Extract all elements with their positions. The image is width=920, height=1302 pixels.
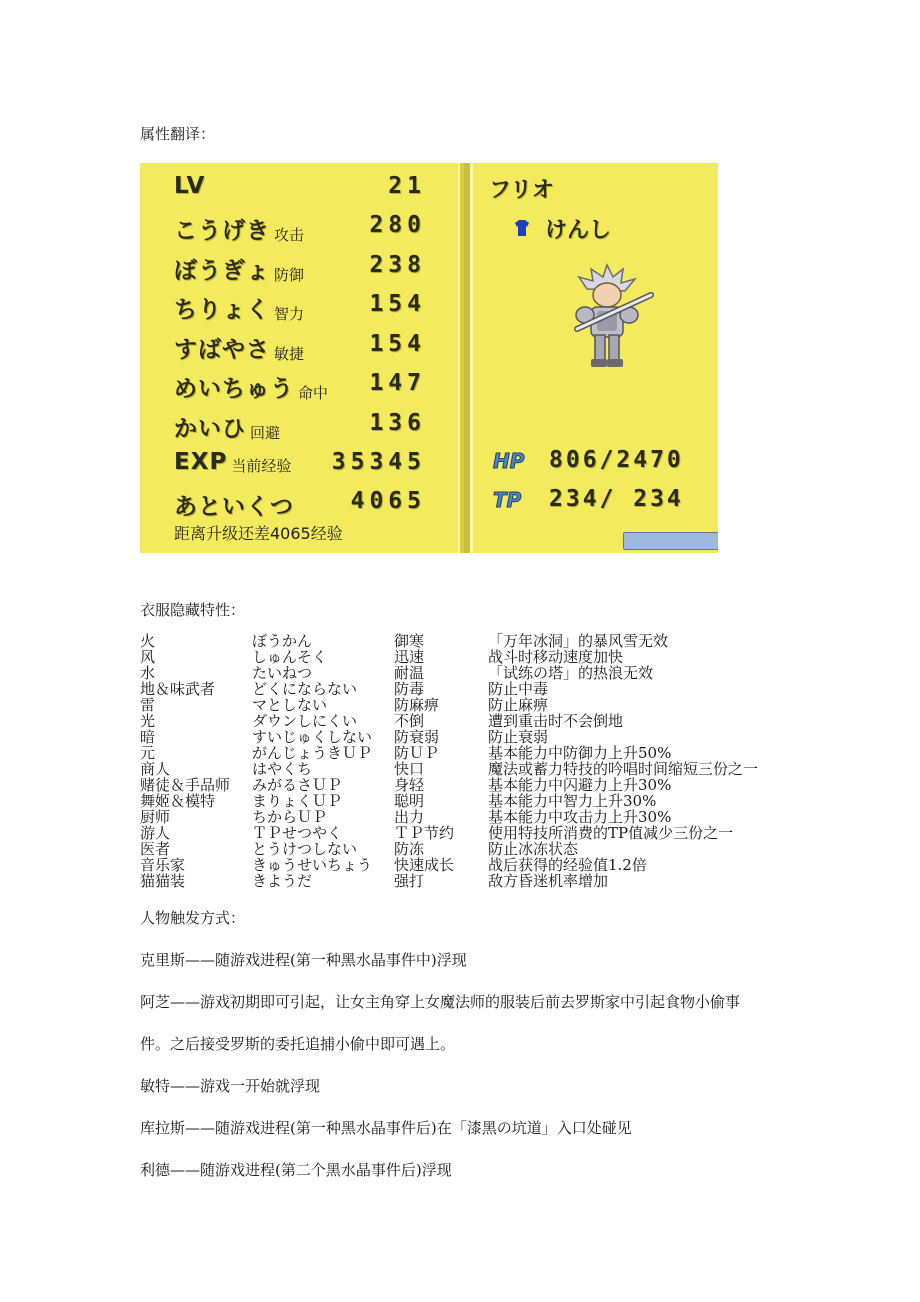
cell-jp: ちからＵＰ (252, 808, 328, 826)
cell-cn: 身轻 (394, 776, 425, 794)
stat-jp: あといくつ (174, 494, 294, 520)
exp-footnote: 距离升级还差4065经验 (174, 524, 343, 543)
paragraph: 克里斯——随游戏进程(第一种黑水晶事件中)浮现 (140, 951, 467, 969)
cell-effect: 防止中毒 (488, 680, 549, 698)
paragraph: 敏特——游戏一开始就浮现 (140, 1077, 321, 1095)
cell-effect: 基本能力中闪避力上升30% (488, 776, 672, 794)
character-name: フリオ (489, 178, 554, 203)
cell-cn: 不倒 (394, 712, 425, 730)
cell-cn: 出力 (394, 808, 425, 826)
cell-cn: 防冻 (394, 840, 425, 858)
watermark-logo (623, 532, 718, 550)
cell-outfit: 游人 (140, 824, 171, 842)
stat-row (174, 173, 426, 207)
stat-value: 136 (369, 410, 426, 436)
cell-cn: 快口 (394, 760, 425, 778)
cell-cn: 快速成长 (394, 856, 455, 874)
cell-cn: 防ＵＰ (394, 744, 440, 762)
stat-row (174, 331, 426, 365)
cell-outfit: 猫猫装 (140, 872, 186, 890)
stat-cn: 敏捷 (274, 345, 305, 363)
stat-jp: ちりょく (174, 297, 270, 323)
cell-cn: ＴＰ节约 (394, 824, 455, 842)
cell-outfit: 雷 (140, 696, 156, 714)
cell-outfit: 暗 (140, 728, 156, 746)
stat-cn: 攻击 (274, 226, 305, 244)
cell-cn: 御寒 (394, 632, 425, 650)
clothes-heading: 衣服隐藏特性： (140, 601, 246, 619)
cell-effect: 基本能力中攻击力上升30% (488, 808, 672, 826)
character-panel (470, 163, 718, 553)
cell-cn: 聪明 (394, 792, 425, 810)
stat-value: 35345 (331, 449, 426, 475)
stat-value: 147 (369, 370, 426, 396)
cell-effect: 使用特技所消费的TP值减少三份之一 (488, 824, 734, 842)
paragraph: 阿芝——游戏初期即可引起，让女主角穿上女魔法师的服装后前去罗斯家中引起食物小偷事 (140, 993, 741, 1011)
game-status-screenshot (140, 163, 718, 553)
trigger-heading: 人物触发方式： (140, 909, 246, 927)
cell-jp: きようだ (252, 872, 313, 890)
stat-cn: 智力 (274, 305, 305, 323)
stat-cn: 回避 (250, 424, 281, 442)
cell-effect: 「试练の塔」的热浪无效 (488, 664, 654, 682)
cell-jp: はやくち (252, 760, 313, 778)
cell-jp: みがるさＵＰ (252, 776, 343, 794)
cell-jp: ＴＰせつやく (252, 824, 343, 842)
cell-cn: 耐温 (394, 664, 425, 682)
paragraph: 库拉斯——随游戏进程(第一种黑水晶事件后)在「漆黑の坑道」入口处碰见 (140, 1119, 632, 1137)
cell-jp: ダウンしにくい (252, 712, 358, 730)
tp-row (493, 486, 713, 518)
cell-jp: マとしない (252, 696, 328, 714)
character-class: けんし (545, 218, 612, 243)
stat-row (174, 410, 426, 444)
cell-jp: しゅんそく (252, 648, 328, 666)
stat-row (174, 488, 426, 522)
stat-value: 4065 (350, 488, 426, 514)
hp-value: 806/2470 (549, 447, 684, 473)
cell-outfit: 商人 (140, 760, 171, 778)
cell-effect: 基本能力中防御力上升50% (488, 744, 672, 762)
stat-jp: こうげき (174, 218, 270, 244)
stat-cn: 防御 (274, 266, 305, 284)
stat-row (174, 291, 426, 325)
cell-outfit: 水 (140, 664, 156, 682)
stat-value: 154 (369, 331, 426, 357)
cell-effect: 防止衰弱 (488, 728, 549, 746)
stat-value: 280 (369, 212, 426, 238)
cell-effect: 防止麻痹 (488, 696, 549, 714)
stat-row (174, 252, 426, 286)
cell-outfit: 元 (140, 744, 156, 762)
tp-label: TP (493, 488, 522, 512)
cell-jp: すいじゅくしない (252, 728, 373, 746)
cell-effect: 敌方昏迷机率增加 (488, 872, 609, 890)
cell-jp: がんじょうきＵＰ (252, 744, 373, 762)
hp-row (493, 447, 713, 479)
cell-cn: 防毒 (394, 680, 425, 698)
hp-label: HP (493, 449, 525, 473)
stat-jp: ぼうぎょ (174, 258, 270, 284)
cell-outfit: 赌徒＆手品师 (140, 776, 231, 794)
cell-outfit: 音乐家 (140, 856, 186, 874)
stat-value: 154 (369, 291, 426, 317)
cell-jp: たいねつ (252, 664, 313, 682)
cell-outfit: 光 (140, 712, 156, 730)
stat-jp: すばやさ (174, 337, 270, 363)
cell-cn: 防麻痹 (394, 696, 440, 714)
stat-jp: めいちゅう (174, 376, 294, 402)
cell-outfit: 火 (140, 632, 156, 650)
cell-outfit: 地＆味武者 (140, 680, 216, 698)
cell-effect: 遭到重击时不会倒地 (488, 712, 624, 730)
cell-effect: 防止冰冻状态 (488, 840, 579, 858)
cell-outfit: 厨师 (140, 808, 171, 826)
stat-jp: LV (174, 173, 206, 199)
cell-cn: 防衰弱 (394, 728, 440, 746)
cell-effect: 战斗时移动速度加快 (488, 648, 624, 666)
cell-outfit: 舞姬＆模特 (140, 792, 216, 810)
attr-heading: 属性翻译： (140, 125, 216, 143)
cell-jp: ぼうかん (252, 632, 313, 650)
shirt-icon (513, 219, 531, 237)
tp-value: 234/ 234 (549, 486, 684, 512)
cell-effect: 战后获得的经验值1.2倍 (488, 856, 647, 874)
cell-jp: きゅうせいちょう (252, 856, 373, 874)
cell-cn: 迅速 (394, 648, 425, 666)
paragraph: 利德——随游戏进程(第二个黑水晶事件后)浮现 (140, 1161, 452, 1179)
stat-jp: かいひ (174, 416, 246, 442)
cell-outfit: 风 (140, 648, 156, 666)
cell-jp: まりょくＵＰ (252, 792, 343, 810)
character-sprite (557, 259, 657, 379)
paragraph: 件。之后接受罗斯的委托追捕小偷中即可遇上。 (140, 1035, 456, 1053)
cell-jp: どくにならない (252, 680, 358, 698)
stat-row (174, 370, 426, 404)
stat-value: 238 (369, 252, 426, 278)
cell-effect: 魔法或蓄力特技的吟唱时间缩短三份之一 (488, 760, 759, 778)
cell-effect: 「万年冰洞」的暴风雪无效 (488, 632, 669, 650)
stat-jp: EXP (174, 449, 228, 475)
stat-cn: 命中 (298, 384, 329, 402)
stat-value: 21 (388, 173, 426, 199)
cell-outfit: 医者 (140, 840, 171, 858)
stat-cn: 当前经验 (231, 457, 292, 475)
cell-jp: とうけつしない (252, 840, 358, 858)
stats-panel (140, 163, 464, 553)
stat-row (174, 449, 426, 483)
cell-effect: 基本能力中智力上升30% (488, 792, 657, 810)
stat-row (174, 212, 426, 246)
cell-cn: 强打 (394, 872, 425, 890)
